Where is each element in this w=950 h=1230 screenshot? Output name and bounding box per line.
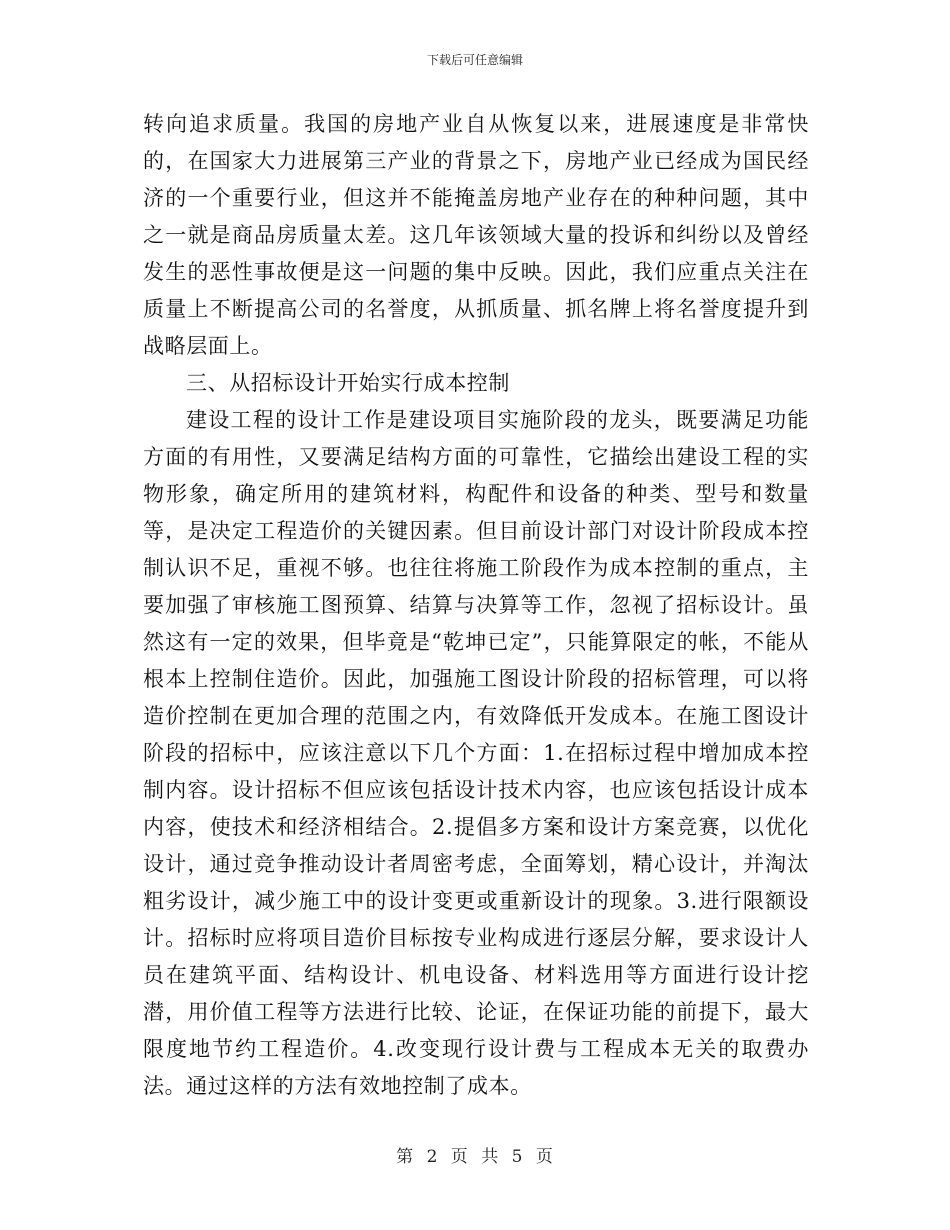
- page-header-note: 下载后可任意编辑: [426, 53, 523, 67]
- document-body: [143, 106, 809, 1105]
- paragraph-design-cost-control: 建设工程的设计工作是建设项目实施阶段的龙头，既要满足功能方面的有用性，又要满足结构方面的可靠性，它描绘出建设工程的实物形象，确定所用的建筑材料，构配件和设备的种类、型号和数量等，是决定工程造价的关键因素。但目前设计部门对设计阶段成本控制认识不足，重视不够。也往往将施工阶段作为成本控制的重点，主要加强了审核施工图预算、结算与决算等工作，忽视了招标设计。虽然这有一定的效果，但毕竟是“乾坤已定”，只能算限定的帐，不能从根本上控制住造价。因此，加强施工图设计阶段的招标管理，可以将造价控制在更加合理的范围之内，有效降低开发成本。在施工图设计阶段的招标中，应该注意以下几个方面：1.在招标过程中增加成本控制内容。设计招标不但应该包括设计技术内容，也应该包括设计成本内容，使技术和经济相结合。2.提倡多方案和设计方案竞赛，以优化设计，通过竞争推动设计者周密考虑，全面筹划，精心设计，并淘汰粗劣设计，减少施工中的设计变更或重新设计的现象。3.进行限额设计。招标时应将项目造价目标按专业构成进行逐层分解，要求设计人员在建筑平面、结构设计、机电设备、材料选用等方面进行设计挖潜，用价值工程等方法进行比较、论证，在保证功能的前提下，最大限度地节约工程造价。4.改变现行设计费与工程成本无关的取费办法。通过这样的方法有效地控制了成本。: [143, 408, 809, 1098]
- page-number: 第 2 页 共 5 页: [396, 1147, 554, 1167]
- section-heading: 三、从招标设计开始实行成本控制: [186, 371, 510, 395]
- paragraph-continuation: 转向追求质量。我国的房地产业自从恢复以来，进展速度是非常快的，在国家大力进展第三产业的背景之下，房地产业已经成为国民经济的一个重要行业，但这并不能掩盖房地产业存在的种种问题，其中之一就是商品房质量太差。这几年该领域大量的投诉和纠纷以及曾经发生的恶性事故便是这一问题的集中反映。因此，我们应重点关注在质量上不断提高公司的名誉度，从抓质量、抓名牌上将名誉度提升到战略层面上。: [143, 112, 809, 358]
